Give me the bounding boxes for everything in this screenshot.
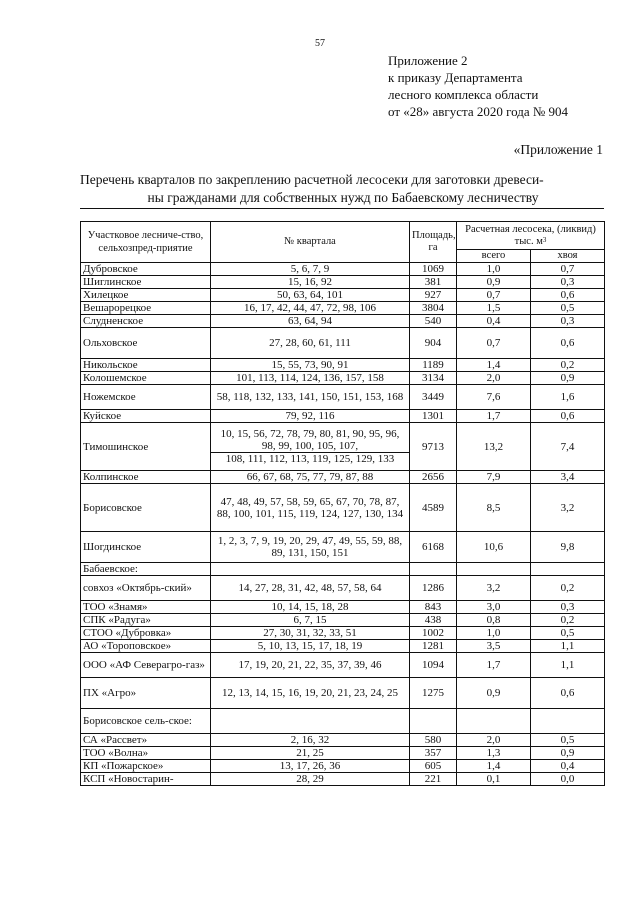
cell-coniferous: 1,6 <box>531 385 605 410</box>
cell-area: 1281 <box>410 640 457 653</box>
cell-forestry: Никольское <box>81 359 211 372</box>
header-coniferous: хвоя <box>531 250 605 263</box>
cell-coniferous: 0,5 <box>531 302 605 315</box>
table-row <box>81 563 605 576</box>
cell-coniferous: 0,5 <box>531 627 605 640</box>
table-row <box>81 747 605 760</box>
table-row <box>81 709 605 734</box>
cell-quarters: 47, 48, 49, 57, 58, 59, 65, 67, 70, 78, 87, 88, 100, 101, 115, 119, 124, 127, 130, 134 <box>211 484 410 532</box>
cell-total: 3,5 <box>457 640 531 653</box>
header-allowable-cut-text: Расчетная лесосека, (ликвид) тыс. м <box>465 223 596 247</box>
cell-coniferous: 0,6 <box>531 410 605 423</box>
cell-total: 1,4 <box>457 359 531 372</box>
cell-total: 1,4 <box>457 760 531 773</box>
cell-area <box>410 709 457 734</box>
cell-quarters: 2, 16, 32 <box>211 734 410 747</box>
header-total: всего <box>457 250 531 263</box>
cell-coniferous: 9,8 <box>531 532 605 563</box>
cell-coniferous: 0,2 <box>531 614 605 627</box>
cell-quarters: 12, 13, 14, 15, 16, 19, 20, 21, 23, 24, 25 <box>211 678 410 709</box>
header-allowable-cut <box>457 222 605 250</box>
cell-quarters: 15, 16, 92 <box>211 276 410 289</box>
cell-forestry: Колпинское <box>81 471 211 484</box>
cell-forestry: Дубровское <box>81 263 211 276</box>
cell-total: 0,7 <box>457 289 531 302</box>
header-quarter-number: № квартала <box>211 222 410 263</box>
cell-forestry: Шогдинское <box>81 532 211 563</box>
table-row <box>81 372 605 385</box>
cell-area: 605 <box>410 760 457 773</box>
cell-area: 357 <box>410 747 457 760</box>
cell-forestry: СПК «Радуга» <box>81 614 211 627</box>
table-row <box>81 734 605 747</box>
cell-total <box>457 709 531 734</box>
cell-total: 1,7 <box>457 653 531 678</box>
cell-area <box>410 563 457 576</box>
cell-forestry: Вешарорецкое <box>81 302 211 315</box>
cell-area: 1094 <box>410 653 457 678</box>
cell-total: 3,0 <box>457 601 531 614</box>
title-underline <box>80 208 604 209</box>
cell-forestry: ПХ «Агро» <box>81 678 211 709</box>
cell-total: 1,5 <box>457 302 531 315</box>
cell-quarters: 63, 64, 94 <box>211 315 410 328</box>
cell-coniferous: 0,9 <box>531 372 605 385</box>
cell-quarters: 5, 6, 7, 9 <box>211 263 410 276</box>
cell-coniferous <box>531 563 605 576</box>
table-row <box>81 276 605 289</box>
cell-coniferous: 3,2 <box>531 484 605 532</box>
table-row <box>81 410 605 423</box>
cell-coniferous: 0,3 <box>531 276 605 289</box>
cell-quarters: 101, 113, 114, 124, 136, 157, 158 <box>211 372 410 385</box>
cell-area: 540 <box>410 315 457 328</box>
cell-area: 1275 <box>410 678 457 709</box>
table-row <box>81 359 605 372</box>
cell-quarters: 16, 17, 42, 44, 47, 72, 98, 106 <box>211 302 410 315</box>
cell-forestry: АО «Тороповское» <box>81 640 211 653</box>
cell-forestry: ООО «АФ Северагро-газ» <box>81 653 211 678</box>
cell-area: 3804 <box>410 302 457 315</box>
cell-area: 9713 <box>410 423 457 471</box>
cell-total: 0,7 <box>457 328 531 359</box>
cell-coniferous: 0,3 <box>531 601 605 614</box>
appendix-line: Приложение 2 <box>388 53 468 68</box>
cell-total: 1,0 <box>457 627 531 640</box>
cell-total <box>457 563 531 576</box>
cell-area: 4589 <box>410 484 457 532</box>
appendix-1-label: «Приложение 1 <box>513 142 603 157</box>
table-body <box>81 263 605 786</box>
cell-coniferous: 3,4 <box>531 471 605 484</box>
cell-area: 1286 <box>410 576 457 601</box>
table-row <box>81 640 605 653</box>
cell-forestry: Ножемское <box>81 385 211 410</box>
cell-area: 580 <box>410 734 457 747</box>
table-row <box>81 576 605 601</box>
cell-forestry: Колошемское <box>81 372 211 385</box>
cell-forestry: КСП «Новостарин- <box>81 773 211 786</box>
cell-quarters: 14, 27, 28, 31, 42, 48, 57, 58, 64 <box>211 576 410 601</box>
cell-quarters <box>211 563 410 576</box>
cell-forestry: ТОО «Знамя» <box>81 601 211 614</box>
cell-coniferous: 0,7 <box>531 263 605 276</box>
cell-coniferous: 1,1 <box>531 640 605 653</box>
table-row <box>81 614 605 627</box>
table-row <box>81 471 605 484</box>
cell-coniferous: 0,5 <box>531 734 605 747</box>
cell-total: 0,4 <box>457 315 531 328</box>
cell-total: 13,2 <box>457 423 531 471</box>
table-row <box>81 773 605 786</box>
cell-forestry: Борисовское <box>81 484 211 532</box>
cell-coniferous <box>531 709 605 734</box>
cell-area: 2656 <box>410 471 457 484</box>
cell-quarters: 58, 118, 132, 133, 141, 150, 151, 153, 168 <box>211 385 410 410</box>
cell-area: 904 <box>410 328 457 359</box>
appendix-line: лесного комплекса области <box>388 87 539 102</box>
cell-coniferous: 0,2 <box>531 359 605 372</box>
table-row <box>81 653 605 678</box>
appendix-block <box>388 52 568 120</box>
document-title <box>80 171 606 207</box>
cell-quarters <box>211 423 410 471</box>
cell-coniferous: 0,0 <box>531 773 605 786</box>
cell-area: 3449 <box>410 385 457 410</box>
cell-area: 1002 <box>410 627 457 640</box>
table-row <box>81 532 605 563</box>
cell-coniferous: 0,9 <box>531 747 605 760</box>
cell-quarters-part: 108, 111, 112, 113, 119, 125, 129, 133 <box>211 452 409 465</box>
cell-quarters: 66, 67, 68, 75, 77, 79, 87, 88 <box>211 471 410 484</box>
cell-quarters: 13, 17, 26, 36 <box>211 760 410 773</box>
cell-coniferous: 1,1 <box>531 653 605 678</box>
cell-area: 6168 <box>410 532 457 563</box>
table-row <box>81 760 605 773</box>
header-allowable-cut-sup: 3 <box>542 235 547 244</box>
cell-forestry: Хилецкое <box>81 289 211 302</box>
cell-area: 1069 <box>410 263 457 276</box>
cell-total: 0,9 <box>457 678 531 709</box>
cell-forestry: КП «Пожарское» <box>81 760 211 773</box>
cell-total: 10,6 <box>457 532 531 563</box>
cell-coniferous: 0,4 <box>531 760 605 773</box>
cell-total: 2,0 <box>457 372 531 385</box>
table-row <box>81 302 605 315</box>
appendix-line: к приказу Департамента <box>388 70 523 85</box>
cell-total: 8,5 <box>457 484 531 532</box>
cell-forestry: Борисовское сель-ское: <box>81 709 211 734</box>
cell-quarters: 50, 63, 64, 101 <box>211 289 410 302</box>
cell-forestry: Шиглинское <box>81 276 211 289</box>
title-line-2: ны гражданами для собственных нужд по Бабаевскому лесничеству <box>147 190 539 205</box>
table-row <box>81 328 605 359</box>
cell-quarters: 27, 30, 31, 32, 33, 51 <box>211 627 410 640</box>
cell-quarters: 17, 19, 20, 21, 22, 35, 37, 39, 46 <box>211 653 410 678</box>
cell-total: 2,0 <box>457 734 531 747</box>
cell-quarters: 79, 92, 116 <box>211 410 410 423</box>
cell-coniferous: 0,3 <box>531 315 605 328</box>
cell-coniferous: 0,6 <box>531 328 605 359</box>
cell-forestry: Тимошинское <box>81 423 211 471</box>
cell-forestry: совхоз «Октябрь-ский» <box>81 576 211 601</box>
cell-total: 1,3 <box>457 747 531 760</box>
cell-quarters-part: 10, 15, 56, 72, 78, 79, 80, 81, 90, 95, 96, 98, 99, 100, 105, 107, <box>220 428 400 452</box>
header-area: Площадь, га <box>410 222 457 263</box>
table-row <box>81 423 605 471</box>
cell-area: 221 <box>410 773 457 786</box>
page-number: 57 <box>315 38 325 49</box>
table-row <box>81 627 605 640</box>
table-row <box>81 263 605 276</box>
cell-quarters: 15, 55, 73, 90, 91 <box>211 359 410 372</box>
cell-quarters: 10, 14, 15, 18, 28 <box>211 601 410 614</box>
cell-quarters: 27, 28, 60, 61, 111 <box>211 328 410 359</box>
cell-forestry: Ольховское <box>81 328 211 359</box>
table-row <box>81 601 605 614</box>
cell-quarters: 6, 7, 15 <box>211 614 410 627</box>
cell-forestry: Куйское <box>81 410 211 423</box>
cell-total: 1,0 <box>457 263 531 276</box>
cell-total: 1,7 <box>457 410 531 423</box>
cell-quarters: 28, 29 <box>211 773 410 786</box>
cell-forestry: СА «Рассвет» <box>81 734 211 747</box>
header-forestry: Участковое лесниче-ство, сельхозпред-приятие <box>81 222 211 263</box>
cell-total: 0,8 <box>457 614 531 627</box>
cell-forestry: Слудненское <box>81 315 211 328</box>
cell-forestry: СТОО «Дубровка» <box>81 627 211 640</box>
cell-coniferous: 0,6 <box>531 289 605 302</box>
table-row <box>81 385 605 410</box>
quarters-table <box>80 221 605 786</box>
cell-quarters: 21, 25 <box>211 747 410 760</box>
cell-area: 1189 <box>410 359 457 372</box>
cell-area: 381 <box>410 276 457 289</box>
cell-area: 3134 <box>410 372 457 385</box>
table-row <box>81 484 605 532</box>
cell-total: 7,6 <box>457 385 531 410</box>
cell-total: 7,9 <box>457 471 531 484</box>
table-row <box>81 678 605 709</box>
cell-quarters: 5, 10, 13, 15, 17, 18, 19 <box>211 640 410 653</box>
cell-coniferous: 0,6 <box>531 678 605 709</box>
cell-area: 438 <box>410 614 457 627</box>
title-line-1: Перечень кварталов по закреплению расчетной лесосеки для заготовки древеси- <box>80 172 544 187</box>
table-row <box>81 289 605 302</box>
cell-area: 927 <box>410 289 457 302</box>
cell-quarters <box>211 709 410 734</box>
cell-quarters: 1, 2, 3, 7, 9, 19, 20, 29, 47, 49, 55, 59, 88, 89, 131, 150, 151 <box>211 532 410 563</box>
cell-coniferous: 7,4 <box>531 423 605 471</box>
appendix-line: от «28» августа 2020 года № 904 <box>388 104 569 119</box>
cell-forestry: ТОО «Волна» <box>81 747 211 760</box>
cell-total: 0,1 <box>457 773 531 786</box>
cell-total: 0,9 <box>457 276 531 289</box>
cell-coniferous: 0,2 <box>531 576 605 601</box>
cell-area: 843 <box>410 601 457 614</box>
cell-forestry: Бабаевское: <box>81 563 211 576</box>
cell-area: 1301 <box>410 410 457 423</box>
table-row <box>81 315 605 328</box>
cell-total: 3,2 <box>457 576 531 601</box>
